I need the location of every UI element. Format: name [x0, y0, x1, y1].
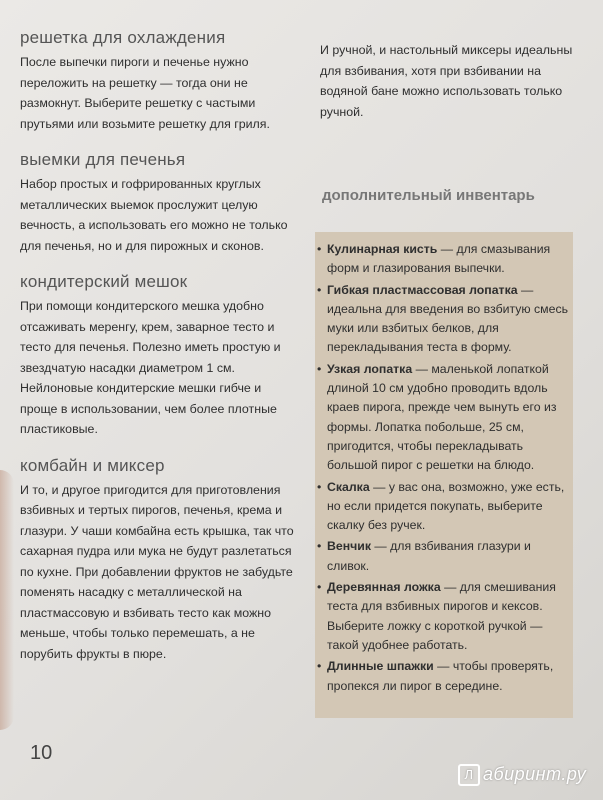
item-term: Кулинарная кисть — [327, 242, 438, 256]
inventory-item — [315, 478, 569, 536]
section-title: решетка для охлаждения — [20, 28, 226, 47]
left-column — [20, 28, 300, 680]
inventory-item — [315, 537, 569, 576]
section-cooling-rack — [20, 28, 300, 134]
item-text: — идеальна для введения во взбитую смесь муки или взбитых белков, для перекладывания теста в форму. — [327, 282, 569, 355]
bullet-icon: • — [317, 539, 322, 554]
inventory-title: дополнительный инвентарь — [322, 187, 535, 204]
bullet-icon: • — [317, 242, 322, 256]
bullet-icon: • — [317, 361, 322, 376]
inventory-box — [315, 232, 573, 718]
bullet-icon: • — [317, 659, 322, 674]
section-title: выемки для печенья — [20, 150, 186, 169]
item-text: — чтобы проверять, пропекся ли пирог в середине. — [327, 659, 554, 693]
inventory-item — [315, 657, 569, 696]
thumb-shadow — [0, 470, 14, 730]
item-term: Длинные шпажки — [327, 659, 434, 674]
section-title: кондитерский мешок — [20, 272, 188, 291]
item-text: — у вас она, возможно, уже есть, но если придется покупать, выберите скалку без ручек. — [327, 479, 565, 533]
labirint-logo-icon: Л — [458, 764, 480, 786]
section-cookie-cutters — [20, 150, 300, 256]
inventory-item — [315, 360, 569, 476]
item-term: Узкая лопатка — [327, 361, 413, 376]
section-text: После выпечки пироги и печенье нужно переложить на решетку — тогда они не размокнут. Выберите решетку с частыми прутьями или возьмите решетку для гриля. — [20, 55, 270, 131]
item-term: Скалка — [327, 479, 370, 494]
item-term: Гибкая пластмассовая лопатка — [327, 282, 518, 297]
page-number: 10 — [30, 742, 53, 764]
bullet-icon: • — [317, 580, 322, 595]
watermark — [458, 764, 586, 786]
mixer-intro-text: И ручной, и настольный миксеры идеальны для взбивания, хотя при взбивании на водяной бане можно использовать только ручной. — [320, 43, 573, 119]
bullet-icon: • — [317, 282, 322, 297]
bullet-icon: • — [317, 479, 322, 494]
section-text: Набор простых и гофрированных круглых металлических выемок прослужит целую вечность, а использовать его можно не только для печенья, но и для пирожных и сконов. — [20, 177, 288, 253]
item-text: — для смазывания форм и глазирования выпечки. — [327, 242, 551, 276]
inventory-item — [315, 240, 569, 279]
section-processor-mixer — [20, 456, 300, 665]
right-column — [320, 40, 588, 122]
section-title: комбайн и миксер — [20, 455, 165, 475]
section-text: При помощи кондитерского мешка удобно отсаживать меренгу, крем, заварное тесто и тесто для печенья. Полезно иметь простую и звездчатую насадки диаметром 1 см. Нейлоновые кондитерские мешки гибче и проще в использовании, чем более плотные пластиковые. — [20, 299, 281, 436]
watermark-text: абиринт.ру — [483, 764, 587, 784]
item-text: — для взбивания глазури и сливок. — [327, 539, 531, 573]
inventory-item — [315, 281, 569, 358]
item-term: Венчик — [327, 539, 371, 554]
item-text: — маленькой лопаткой длиной 10 см удобно проводить вдоль краев пирога, прежде чем вынуть его из формы. Лопатка побольше, 25 см, пригодится, чтобы перекладывать большой пирог с решетки на блюдо. — [327, 361, 557, 473]
section-text: И то, и другое пригодится для приготовления взбивных и тертых пирогов, печенья, крема и глазури. У чаши комбайна есть крышка, так что сахарная пудра или мука не будут разлетаться по кухне. При добавлении фруктов не забудьте поменять насадку с металлической на пластмассовую и взбивать тесто как можно меньше, чтобы только перемешать, а не порубить фрукты в пюре. — [20, 482, 294, 661]
inventory-item — [315, 578, 569, 655]
inventory-list — [315, 240, 569, 696]
section-piping-bag — [20, 272, 300, 440]
item-term: Деревянная ложка — [327, 580, 441, 595]
item-text: — для смешивания теста для взбивных пирогов и кексов. Выберите ложку с короткой ручкой — такой удобнее работать. — [327, 580, 556, 652]
